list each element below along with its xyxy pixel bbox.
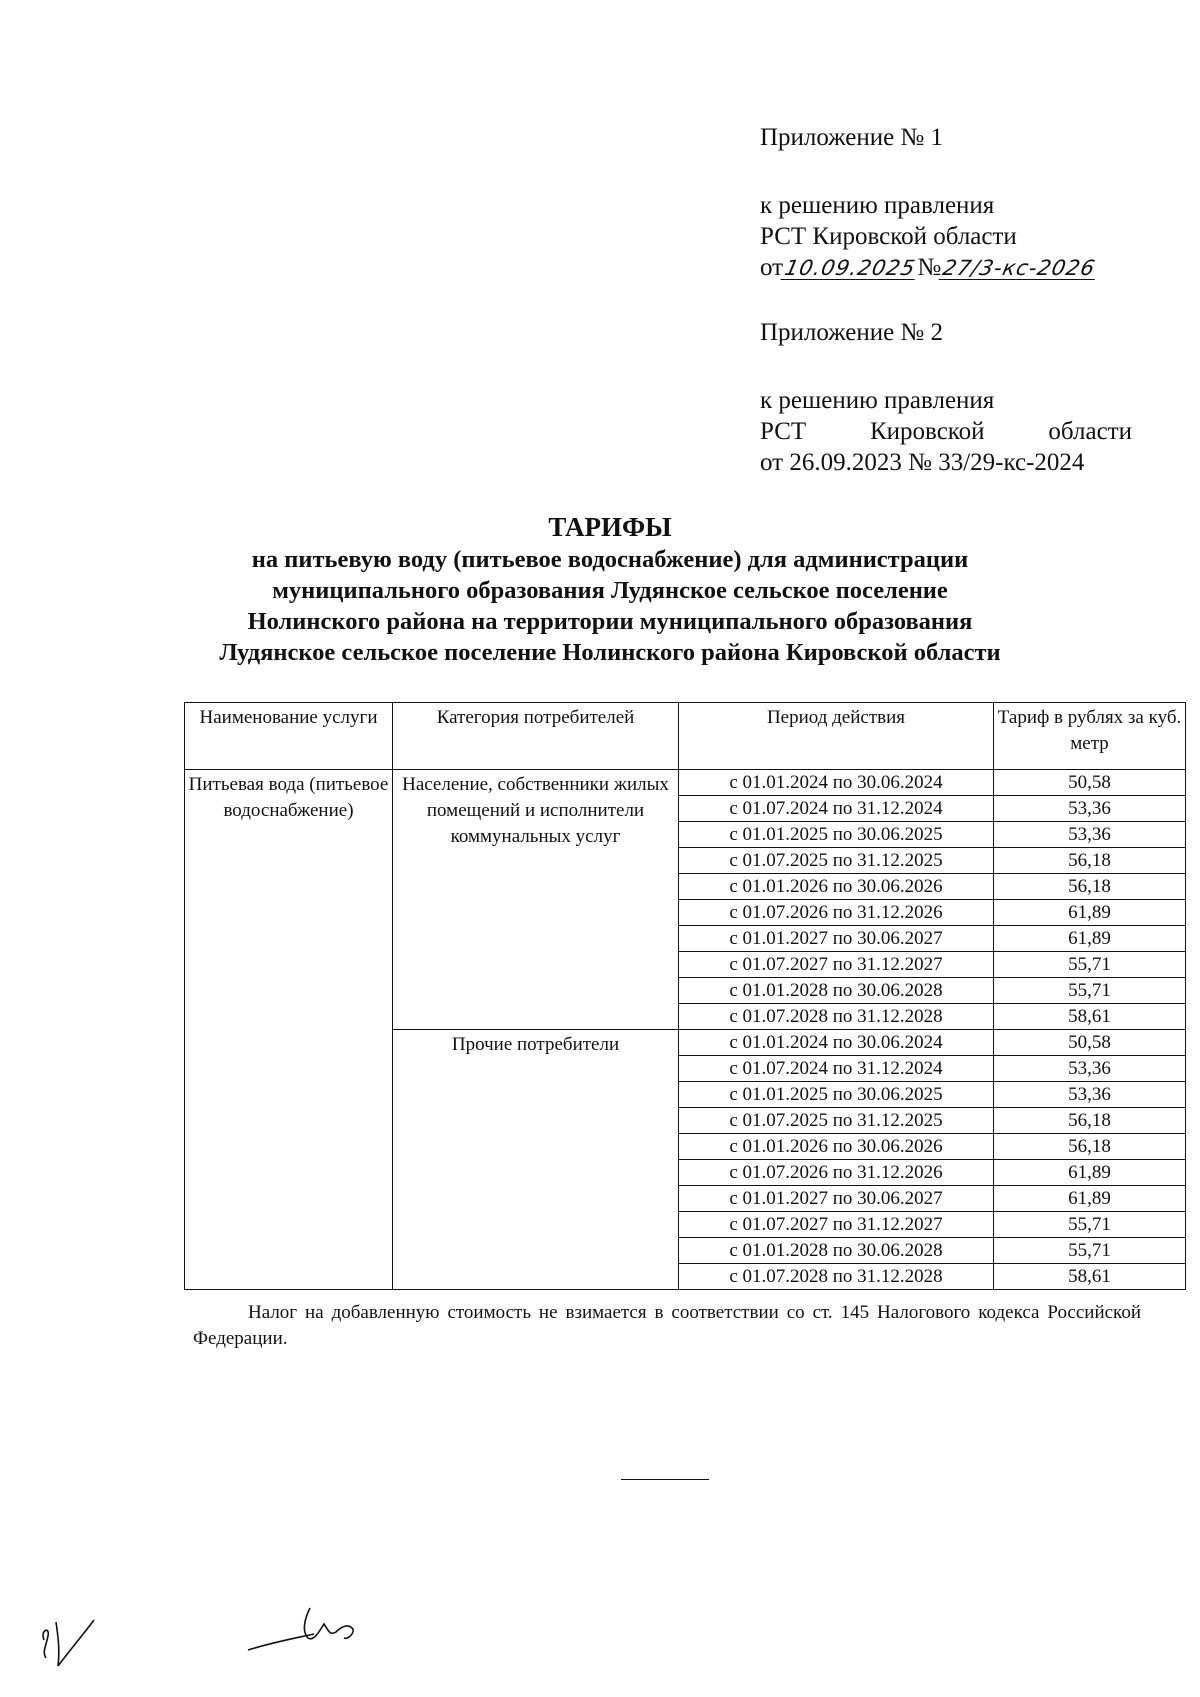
signature-right-icon [244,1598,374,1658]
period-cell: с 01.01.2025 по 30.06.2025 [679,1082,994,1108]
rate-cell: 56,18 [994,848,1186,874]
appendix-2-word: Кировской [870,418,985,445]
period-cell: с 01.01.2027 по 30.06.2027 [679,926,994,952]
header-category: Категория потребителей [393,703,679,770]
period-cell: с 01.01.2024 по 30.06.2024 [679,770,994,796]
title-line: на питьевую воду (питьевое водоснабжение) для администрации [251,546,969,573]
handwritten-date: 10.09.2025 [782,256,919,280]
title-line: Лудянское сельское поселение Нолинского района Кировской области [219,639,1001,666]
vat-footnote: Налог на добавленную стоимость не взимается в соответствии со ст. 145 Налогового кодекса Российской Федерации. [193,1302,1141,1349]
appendix-2-reference [760,385,1132,478]
number-sign: № [917,254,942,281]
signature-left-icon [36,1600,106,1672]
rate-cell: 61,89 [994,1186,1186,1212]
title-main: ТАРИФЫ [548,512,672,542]
rate-cell: 61,89 [994,900,1186,926]
title-line: Нолинского района на территории муниципального образования [247,608,973,635]
period-cell: с 01.07.2027 по 31.12.2027 [679,1212,994,1238]
appendix-1-line3 [760,252,1097,283]
rate-cell: 61,89 [994,926,1186,952]
appendix-2-line3: от 26.09.2023 № 33/29-кс-2024 [760,449,1085,476]
appendix-1-prefix: от [760,254,784,281]
rate-cell: 55,71 [994,952,1186,978]
appendix-1-line2: РСТ Кировской области [760,223,1017,250]
header-period: Период действия [679,703,994,770]
period-cell: с 01.07.2024 по 31.12.2024 [679,796,994,822]
document-title [140,512,1080,668]
rate-cell: 56,18 [994,1108,1186,1134]
tariff-table [184,702,1186,1290]
rate-cell: 50,58 [994,1030,1186,1056]
appendix-2-line1: к решению правления [760,387,995,414]
period-cell: с 01.01.2026 по 30.06.2026 [679,874,994,900]
title-line: муниципального образования Лудянское сельское поселение [272,577,948,604]
period-cell: с 01.07.2025 по 31.12.2025 [679,848,994,874]
rate-cell: 58,61 [994,1004,1186,1030]
table-header-row [185,703,1186,770]
appendix-2-title-text: Приложение № 2 [760,319,944,346]
end-divider [621,1479,709,1480]
appendix-2-title [760,317,943,348]
appendix-1-title [760,122,943,153]
period-cell: с 01.07.2024 по 31.12.2024 [679,1056,994,1082]
period-cell: с 01.01.2027 по 30.06.2027 [679,1186,994,1212]
period-cell: с 01.07.2026 по 31.12.2026 [679,900,994,926]
appendix-1-reference [760,190,1097,283]
rate-cell: 53,36 [994,1056,1186,1082]
rate-cell: 56,18 [994,1134,1186,1160]
period-cell: с 01.07.2028 по 31.12.2028 [679,1264,994,1290]
period-cell: с 01.01.2024 по 30.06.2024 [679,1030,994,1056]
header-rate: Тариф в рублях за куб. метр [994,703,1186,770]
appendix-1-line1: к решению правления [760,192,995,219]
service-cell: Питьевая вода (питьевое водоснабжение) [185,770,393,1290]
rate-cell: 58,61 [994,1264,1186,1290]
rate-cell: 61,89 [994,1160,1186,1186]
appendix-2-word: области [1048,418,1132,445]
rate-cell: 53,36 [994,1082,1186,1108]
rate-cell: 55,71 [994,978,1186,1004]
table-body [185,770,1186,1290]
handwritten-number: 27/3-кс-2026 [940,256,1098,280]
rate-cell: 53,36 [994,796,1186,822]
period-cell: с 01.07.2027 по 31.12.2027 [679,952,994,978]
period-cell: с 01.01.2028 по 30.06.2028 [679,1238,994,1264]
rate-cell: 56,18 [994,874,1186,900]
appendix-2-line2 [760,416,1132,447]
rate-cell: 55,71 [994,1212,1186,1238]
rate-cell: 55,71 [994,1238,1186,1264]
category-cell: Прочие потребители [393,1030,679,1290]
rate-cell: 50,58 [994,770,1186,796]
period-cell: с 01.01.2026 по 30.06.2026 [679,1134,994,1160]
table-row [185,770,1186,796]
period-cell: с 01.01.2028 по 30.06.2028 [679,978,994,1004]
period-cell: с 01.07.2028 по 31.12.2028 [679,1004,994,1030]
appendix-1-title-text: Приложение № 1 [760,124,944,151]
period-cell: с 01.01.2025 по 30.06.2025 [679,822,994,848]
appendix-2-word: РСТ [760,418,807,445]
period-cell: с 01.07.2026 по 31.12.2026 [679,1160,994,1186]
period-cell: с 01.07.2025 по 31.12.2025 [679,1108,994,1134]
rate-cell: 53,36 [994,822,1186,848]
category-cell: Население, собственники жилых помещений и исполнители коммунальных услуг [393,770,679,1030]
header-service: Наименование услуги [185,703,393,770]
